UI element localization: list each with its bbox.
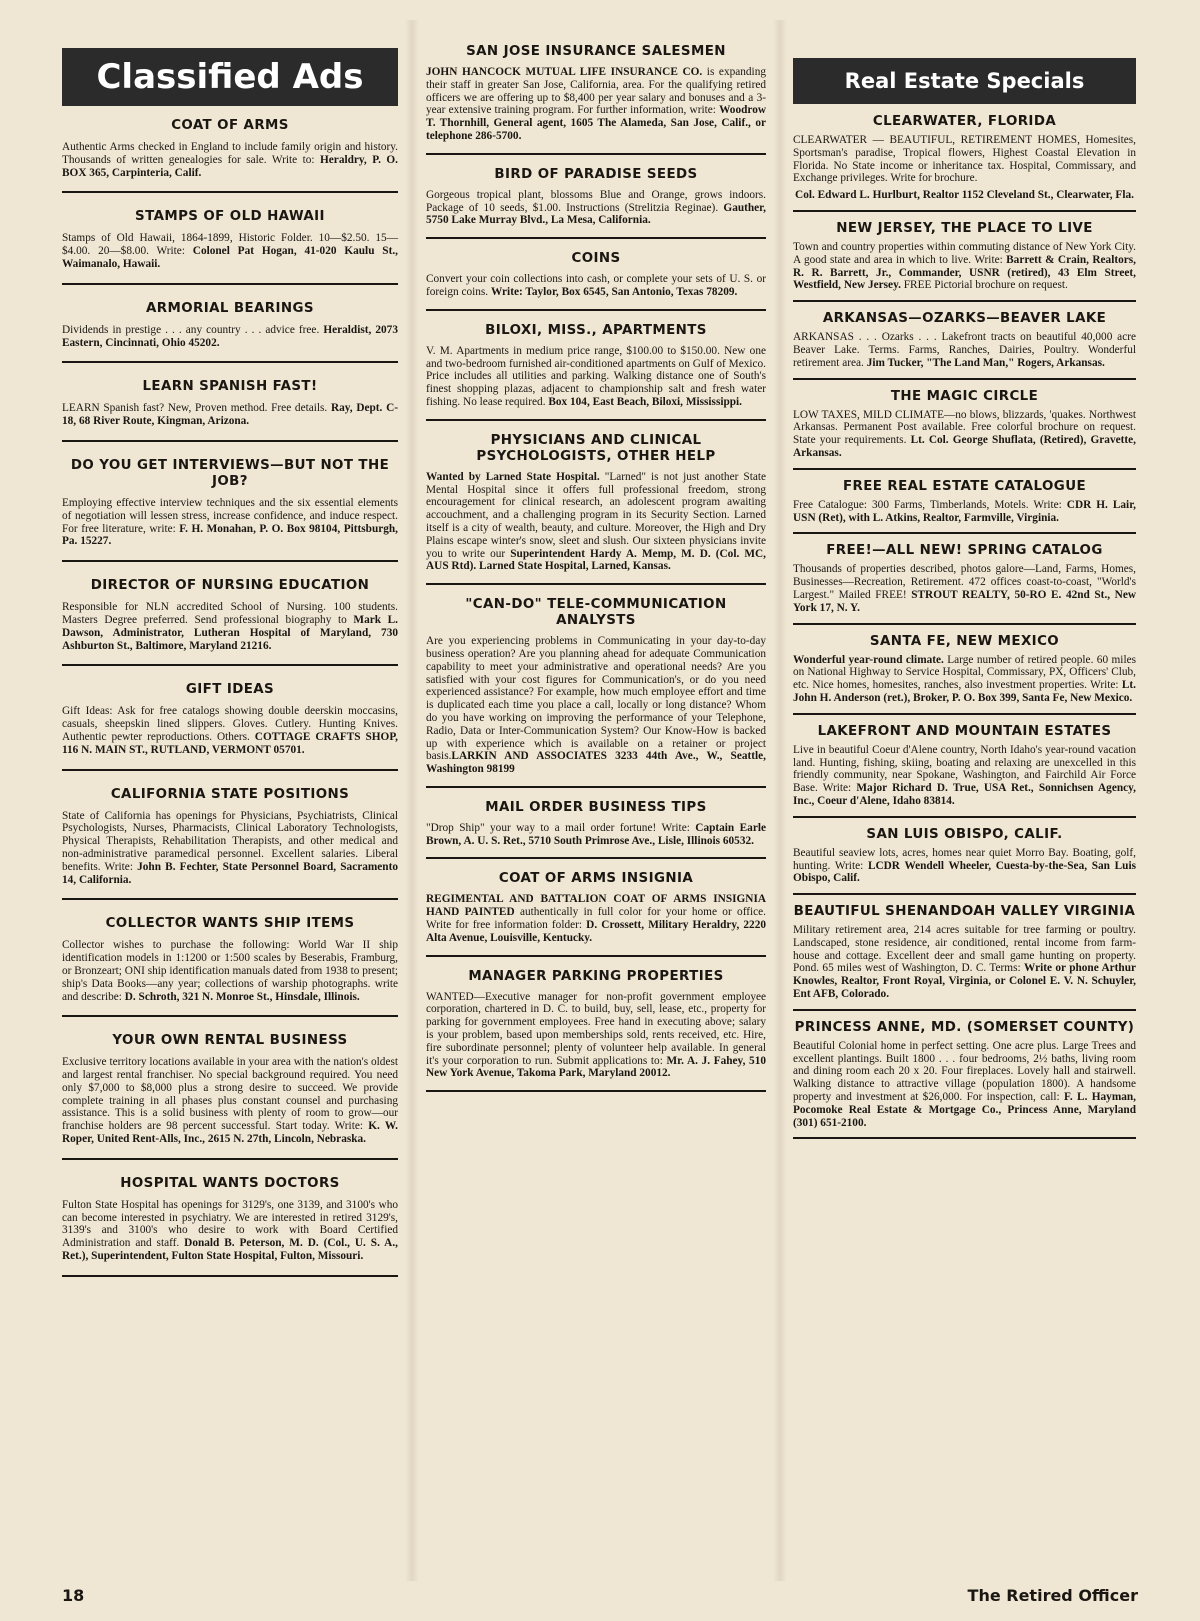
ad-body (793, 847, 1136, 885)
ad-contact: Mr. A. J. Fahey, 510 New York Avenue, Takoma Park, Maryland 20012. (426, 1054, 766, 1080)
ad-text: Dividends in prestige . . . any country . . . advice free. (62, 323, 324, 336)
ad-contact: Lt. Col. George Shuflata, (Retired), Gravette, Arkansas. (793, 434, 1136, 459)
ad-text: Responsible for NLN accredited School of Nursing. 100 students. Masters Degree preferred. Send professional biography to (62, 601, 398, 626)
ad-text: State of California has openings for Physicians, Psychiatrists, Clinical Psychologists, Nurses, Pharmacists, Clinical Laboratory Technologists, Physical Therapists, Rehabilitation Therapists, and other medical and non-administrative paramedical personnel. Excellent salaries. Liberal benefits. Write: (62, 809, 398, 873)
ad-text: Beautiful seaview lots, acres, homes near quiet Morro Bay. Boating, golf, hunting. Write: (793, 846, 1136, 872)
ad-contact: Colonel Pat Hogan, 41-020 Kaulu St., Waimanalo, Hawaii. (62, 245, 399, 270)
ad-body (62, 810, 398, 887)
ad-contact: Superintendent Hardy A. Memp, M. D. (Col. MC, AUS Rtd). Larned State Hospital, Larned, Kansas. (426, 547, 766, 573)
ad-text: ARKANSAS . . . Ozarks . . . Lakefront tracts on beautiful 40,000 acre Beaver Lake. Terms. Farms, Ranches, Dairies, Poultry. Wonderful retirement area. (793, 331, 1136, 369)
ad-text: Thousands of properties described, photos galore—Land, Farms, Homes, Businesses—Recreation, Retirement. 472 offices coast-to-coast, "World's Largest." Mailed FREE! (793, 563, 1136, 601)
classified-ad (426, 969, 766, 1093)
ad-heading: SAN JOSE INSURANCE SALESMEN (466, 44, 726, 59)
ad-heading: FREE!—ALL NEW! SPRING CATALOG (826, 543, 1103, 559)
ad-heading: GIFT IDEAS (185, 682, 275, 698)
ad-text: Military retirement area, 214 acres suitable for tree farming or poultry. Landscaped, stone residence, air conditioned, rental income from farm-house and cottage. Excellent deer and small game hunting on property. Pond. 65 miles west of Washington, D. C. Terms: (793, 924, 1136, 975)
ad-contact: Ray, Dept. C-18, 68 River Route, Kingman, Arizona. (62, 402, 398, 428)
ad-contact: Gauther, 5750 Lake Murray Blvd., La Mesa, California. (426, 201, 766, 227)
classified-ad (62, 578, 398, 666)
ad-contact: LARKIN AND ASSOCIATES 3233 44th Ave., W., Seattle, Washington 98199 (426, 750, 766, 776)
classified-ad (426, 597, 766, 788)
ad-heading: "CAN-DO" TELE-COMMUNICATION ANALYSTS (465, 597, 727, 629)
ad-body (426, 345, 766, 409)
ad-text: "Larned" is not just another State Mental Hospital since it offers full professional freedom, strong encouragement for clinical research, an adolescent program awaiting accouchment, and a challenging program in its Security Section. Larned itself is a city of wealth, beauty, and culture. Moreover, the High and Dry Plains escape winter's snow, sleet and slush. Our sixteen physicians invite you to write our (426, 470, 767, 560)
ad-heading: BIRD OF PARADISE SEEDS (494, 166, 698, 182)
classified-ad (793, 827, 1136, 895)
ad-body (793, 654, 1136, 705)
ad-contact: Lt. John H. Anderson (ret.), Broker, P. O. Box 399, Santa Fe, New Mexico. (793, 679, 1136, 704)
column-gutter (773, 20, 787, 1581)
ad-body (426, 893, 766, 944)
ad-body (793, 241, 1136, 292)
ad-heading: CLEARWATER, FLORIDA (872, 114, 1057, 129)
ad-body (426, 635, 766, 776)
classified-ad (426, 871, 766, 956)
ad-text: Are you experiencing problems in Communicating in your day-to-day business operation? Are you planning ahead for adequate Communication capability to meet your administrative and operational needs? Are you satisfied with your cost figures for Communication's, or do you need experienced assistance? For example, how much employee effort and time is duplicated each time you place a call, locally or long distance? Whom do you have working on improving the performance of your Telephone, Radio, Data or Inter-Communication System? Our Know-How is backed up with experience which is available on a retainer or project basis. (426, 635, 766, 763)
ad-heading: HOSPITAL WANTS DOCTORS (120, 1175, 340, 1191)
ad-contact: F. H. Monahan, P. O. Box 98104, Pittsburgh, Pa. 15227. (62, 522, 398, 548)
ad-body (62, 497, 398, 548)
ad-contact: STROUT REALTY, 50-RO E. 42nd St., New York 17, N. Y. (793, 588, 1136, 614)
classified-ad (793, 114, 1136, 212)
ad-heading: THE MAGIC CIRCLE (890, 388, 1039, 404)
ad-heading: COLLECTOR WANTS SHIP ITEMS (105, 916, 355, 932)
ad-text: "Drop Ship" your way to a mail order fortune! Write: (426, 821, 696, 834)
ad-body (62, 324, 398, 350)
classified-ads-banner: Classified Ads (62, 48, 398, 106)
ad-contact: Captain Earle Brown, A. U. S. Ret., 5710 South Primrose Ave., Lisle, Illinois 60532. (426, 821, 766, 847)
ad-contact: D. Crossett, Military Heraldry, 2220 Alta Avenue, Louisville, Kentucky. (426, 919, 767, 944)
ad-list (426, 44, 766, 1092)
ad-list (793, 114, 1136, 1139)
ad-contact: Write or phone Arthur Knowles, Realtor, Front Royal, Virginia, or Colonel E. V. N. Schuyler, Ent AFB, Colorado. (793, 962, 1136, 1001)
ad-contact-block: Col. Edward L. Hurlburt, Realtor 1152 Cleveland St., Clearwater, Fla. (795, 189, 1134, 202)
ad-text: Employing effective interview techniques and the six essential elements of negotiation will lessen stress, increase confidence, and induce respect. For free literature, write: (62, 496, 398, 535)
ad-text: Authentic Arms checked in England to include family origin and history. Thousands of written genealogies for sale. Write to: (62, 141, 398, 166)
classified-ad (793, 904, 1136, 1011)
ad-text: Town and country properties within commuting distance of New York City. A good state and area in which to live. Write: (793, 240, 1136, 266)
ad-lead-bold: Wonderful year-round climate. (793, 653, 944, 666)
classified-ad (793, 221, 1136, 302)
real-estate-column (793, 58, 1136, 1148)
ad-body (62, 705, 398, 756)
ad-body (426, 273, 766, 299)
ad-text: Exclusive territory locations available in your area with the nation's oldest and largest rental franchiser. No special background required. You need only $7,000 to $8,000 plus a strong desire to succeed. We provide complete training in all phases plus constant counsel and purchasing assistance. This is a solid business with plenty of room to grow—our franchise holders are 98 percent successful. Start today. Write: (62, 1056, 398, 1133)
ad-heading: BILOXI, MISS., APARTMENTS (485, 322, 707, 338)
ad-contact: Major Richard D. True, USA Ret., Sonnichsen Agency, Inc., Coeur d'Alene, Idaho 83814. (793, 782, 1136, 807)
ad-contact: Mark L. Dawson, Administrator, Lutheran Hospital of Maryland, 730 Ashburton St., Baltimore, Maryland 21216. (62, 613, 399, 652)
ad-heading: BEAUTIFUL SHENANDOAH VALLEY VIRGINIA (793, 904, 1136, 920)
classified-ad (793, 1020, 1136, 1140)
classified-ad (62, 1176, 398, 1277)
ad-heading: LAKEFRONT AND MOUNTAIN ESTATES (817, 723, 1112, 739)
ad-text: Beautiful Colonial home in perfect setting. One acre plus. Large Trees and excellent plantings. Built 1800 . . . four bedrooms, 2½ baths, living room and dining room each 20 x 20. Four fireplaces. Lovely hall and stairwell. Walking distance to attractive village (population 1800). A handsome property and investment at $26,000. For inspection, call: (793, 1039, 1136, 1104)
ad-body (426, 189, 766, 227)
ad-contact: Write: Taylor, Box 6545, San Antonio, Texas 78209. (490, 285, 738, 298)
classified-column-left (62, 48, 398, 1293)
ad-heading: COAT OF ARMS INSIGNIA (498, 871, 694, 887)
ad-text: V. M. Apartments in medium price range, $100.00 to $150.00. New one and two-bedroom furnished air-conditioned apartments on Gulf of Mexico. Price includes all utilities and parking. Walking distance one of South's finest shopping plazas, adjacent to championship salt and fresh water fishing. No lease required. (426, 344, 766, 408)
classified-ad (62, 682, 398, 770)
ad-body (793, 563, 1136, 614)
ad-body (62, 141, 398, 179)
ad-body (426, 66, 766, 143)
ad-body (793, 924, 1136, 1001)
ad-heading: SANTA FE, NEW MEXICO (869, 633, 1060, 649)
ad-contact: COTTAGE CRAFTS SHOP, 116 N. MAIN ST., RUTLAND, VERMONT 05701. (62, 730, 399, 756)
classified-ad (62, 1033, 398, 1160)
ad-text: WANTED—Executive manager for non-profit government employee corporation, chartered in D. C. to build, buy, sell, lease, etc., property for parking for government employees. Free hand in executing above; salary is your problem, based upon memberships sold, rents received, etc. Hire, fire subordinate personnel; plenty of volunteer help available. In general it's your corporation to run. Submit applications to: (426, 990, 766, 1067)
ad-body (62, 232, 398, 270)
ad-contact: Heraldist, 2073 Eastern, Cincinnati, Ohio 45202. (62, 323, 398, 349)
ad-heading: CALIFORNIA STATE POSITIONS (110, 786, 350, 802)
classified-ad (793, 311, 1136, 379)
ad-heading: MANAGER PARKING PROPERTIES (468, 968, 724, 984)
classified-ad (62, 301, 398, 364)
ad-heading: ARKANSAS—OZARKS—BEAVER LAKE (822, 311, 1107, 327)
ad-heading: COINS (571, 251, 621, 267)
ad-heading: PRINCESS ANNE, MD. (SOMERSET COUNTY) (794, 1019, 1135, 1035)
ad-lead-bold: REGIMENTAL AND BATTALION COAT OF ARMS INSIGNIA HAND PAINTED (426, 893, 766, 919)
ad-contact: Barrett & Crain, Realtors, R. R. Barrett, Jr., Commander, USNR (retired), 43 Elm Street, Westfield, New Jersey. (793, 253, 1136, 292)
classified-ad (62, 379, 398, 442)
classified-ad (793, 724, 1136, 818)
classified-ad (62, 787, 398, 901)
ad-text: authentically in full color for your home or office. Write for free information folder: (426, 906, 767, 932)
ad-body (62, 1056, 398, 1146)
classified-ad (62, 209, 398, 284)
classified-ad (793, 479, 1136, 535)
ad-body (426, 471, 766, 573)
ad-heading: DO YOU GET INTERVIEWS—BUT NOT THE JOB? (70, 457, 390, 489)
ad-contact: LCDR Wendell Wheeler, Cuesta-by-the-Sea, San Luis Obispo, Calif. (793, 859, 1136, 885)
ad-body (793, 409, 1136, 460)
ad-lead-bold: Wanted by Larned State Hospital. (426, 470, 600, 483)
ad-contact: Donald B. Peterson, M. D. (Col., U. S. A., Ret.), Superintendent, Fulton State Hospital, Fulton, Missouri. (62, 1237, 398, 1263)
ad-contact: F. L. Hayman, Pocomoke Real Estate & Mortgage Co., Princess Anne, Maryland (301) 651-2100. (793, 1091, 1136, 1129)
ad-heading: YOUR OWN RENTAL BUSINESS (112, 1033, 348, 1049)
ad-body (426, 991, 766, 1081)
ad-body (793, 331, 1136, 369)
ad-contact: CDR H. Lair, USN (Ret), with L. Atkins, Realtor, Farmville, Virginia. (793, 498, 1136, 524)
publication-name: The Retired Officer (967, 1586, 1138, 1605)
ad-heading: COAT OF ARMS (171, 118, 289, 133)
ad-body (793, 1040, 1136, 1130)
ad-text: Gift Ideas: Ask for free catalogs showing double deerskin moccasins, casuals, sheepskin lined slippers. Gloves. Cutlery. Hunting Knives. Authentic pewter reproductions. Others. (62, 705, 398, 743)
classified-ad (426, 800, 766, 860)
ad-heading: SAN LUIS OBISPO, CALIF. (866, 826, 1063, 842)
ad-text: Free Catalogue: 300 Farms, Timberlands, Motels. Write: (793, 498, 1067, 511)
ad-body (62, 402, 398, 428)
ad-text: Large number of retired people. 60 miles on National Highway to Service Hospital, Commissary, PX, Officers' Club, etc. Nice homes, homesites, ranches, also investment properties. Write: (793, 653, 1136, 692)
ad-contact: Heraldry, P. O. BOX 365, Carpinteria, Calif. (62, 153, 398, 179)
ad-contact: Box 104, East Beach, Biloxi, Mississippi. (548, 395, 743, 408)
ad-contact: D. Schroth, 321 N. Monroe St., Hinsdale, Illinois. (124, 990, 360, 1003)
ad-body (62, 939, 398, 1003)
ad-text: LOW TAXES, MILD CLIMATE—no blows, blizzards, 'quakes. Northwest Arkansas. Permanent Post available. Free colorful brochure on request. State your requirements. (793, 408, 1136, 447)
page-number: 18 (62, 1586, 85, 1605)
classified-ad (62, 458, 398, 562)
ad-contact: John B. Fechter, State Personnel Board, Sacramento 14, California. (62, 860, 398, 886)
ad-heading: ARMORIAL BEARINGS (146, 300, 314, 316)
ad-text: CLEARWATER — BEAUTIFUL, RETIREMENT HOMES, Homesites, Sportsman's paradise, Tropical flowers, Highest Coastal Elevation in Florida. No State income or inheritance tax. Hospital, Commissary, and Exchange privileges. Write for brochure. (793, 134, 1136, 185)
classified-ad (426, 433, 766, 585)
ad-text: FREE Pictorial brochure on request. (900, 279, 1068, 292)
classified-ad (793, 634, 1136, 715)
ad-heading: STAMPS OF OLD HAWAII (135, 209, 325, 225)
ad-body (426, 822, 766, 848)
ad-text: Convert your coin collections into cash, or complete your sets of U. S. or foreign coins. (426, 273, 766, 298)
ad-heading: LEARN SPANISH FAST! (142, 379, 318, 395)
ad-text: Collector wishes to purchase the following: World War II ship identification models in 1:1200 or 1:500 scales by Beserabis, Framburg, or Bronzeart; ONI ship identification manuals dated from 1938 to present; ship's Data Books—any year; collections of warship photographs. write and describe: (62, 939, 398, 1003)
ad-list (62, 118, 398, 1277)
ad-body (793, 499, 1136, 525)
ad-text: LEARN Spanish fast? New, Proven method. Free details. (62, 402, 331, 415)
ad-body (793, 134, 1136, 185)
ad-body (793, 744, 1136, 808)
ad-contact: Woodrow T. Thornhill, General agent, 1605 The Alameda, San Jose, Calif., or telephone 286-5700. (426, 104, 766, 142)
ad-text: Live in beautiful Coeur d'Alene country, North Idaho's year-round vacation land. Hunting, fishing, skiing, boating and relaxing are unexcelled in this friendly community, near Spokane, Washington, and Fairchild Air Force Base. Write: (793, 743, 1136, 795)
classified-ad (793, 389, 1136, 470)
ad-heading: NEW JERSEY, THE PLACE TO LIVE (836, 220, 1093, 236)
ad-text: Fulton State Hospital has openings for 3129's, one 3139, and 3100's who can become interested in psychiatry. We are interested in retired 3129's, 3139's and 3100's who desire to work with Board Certified Administration and staff. (62, 1198, 398, 1250)
ad-body (62, 601, 398, 652)
classified-ad (62, 118, 398, 193)
ad-heading: DIRECTOR OF NURSING EDUCATION (90, 578, 370, 594)
classified-ad (793, 543, 1136, 624)
classified-ad (426, 167, 766, 239)
ad-body (62, 1199, 398, 1263)
classified-ad (426, 44, 766, 155)
classified-ad (426, 251, 766, 311)
ad-contact: K. W. Roper, United Rent-Alls, Inc., 2615 N. 27th, Lincoln, Nebraska. (62, 1120, 398, 1146)
ad-text: is expanding their staff in greater San Jose, California, area. For the qualifying retired officers we are offering up to $8,400 per year salary and bonuses and a 3-year extensive training program. For further information, write: (426, 66, 766, 117)
ad-contact: Jim Tucker, "The Land Man," Rogers, Arkansas. (866, 356, 1105, 369)
ad-text: Stamps of Old Hawaii, 1864-1899, Historic Folder. 10—$2.50. 15—$4.00. 20—$8.00. Write: (62, 232, 398, 258)
classified-column-middle (426, 44, 766, 1104)
ad-heading: MAIL ORDER BUSINESS TIPS (485, 799, 707, 815)
ad-heading: PHYSICIANS AND CLINICAL PSYCHOLOGISTS, OTHER HELP (476, 432, 716, 464)
column-gutter (405, 20, 419, 1581)
ad-heading: FREE REAL ESTATE CATALOGUE (842, 478, 1087, 494)
ad-text: Gorgeous tropical plant, blossoms Blue and Orange, grows indoors. Package of 10 seeds, $1.00. Instructions (Strelitzia Reginae). (426, 188, 766, 214)
classified-ad (62, 916, 398, 1017)
ad-lead-bold: JOHN HANCOCK MUTUAL LIFE INSURANCE CO. (426, 66, 703, 78)
classified-ad (426, 323, 766, 421)
real-estate-banner: Real Estate Specials (793, 58, 1136, 104)
